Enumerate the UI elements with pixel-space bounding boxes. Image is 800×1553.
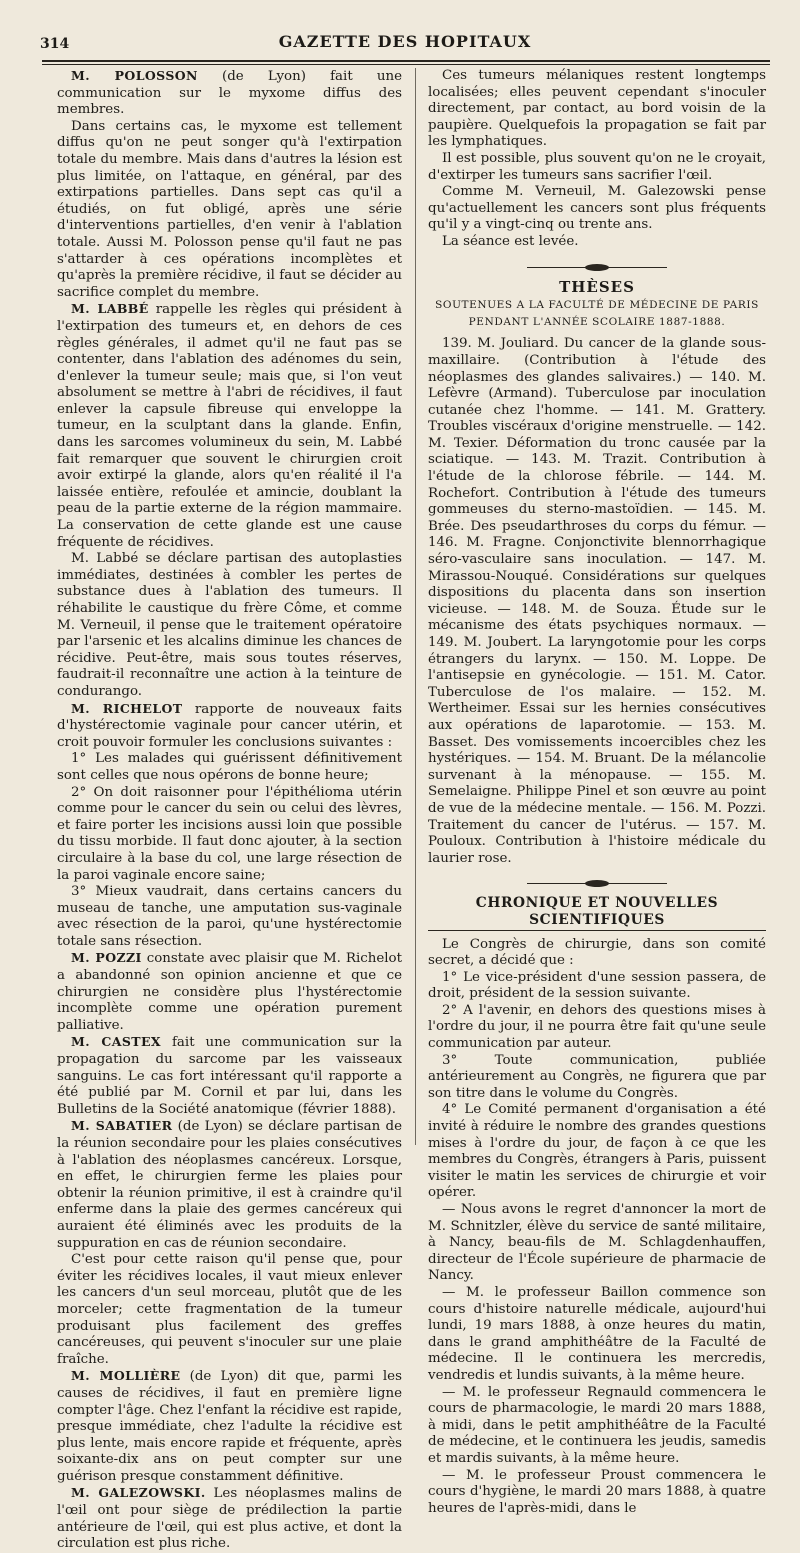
paragraph-text: 4° Le Comité permanent d'organisation a été invité à réduire le nombre des grandes questions mises à l'ordre du jour, de façon à ce que les membres du Congrès, étrangers à Paris, puissent visiter le matin les services de chirurgie et voir opérer. — [428, 1102, 766, 1201]
paragraph-text: fait une communication sur la propagation du sarcome par les vaisseaux sanguins. Le cas fort intéressant qu'il rapporte a été publié par M. Cornil et par lui, dans les Bulletins de la Société anatomique (février 1888). — [57, 1035, 402, 1117]
paragraph-text: (de Lyon) dit que, parmi les causes de récidives, il faut en première ligne compter l'âge. Chez l'enfant la récidive est rapide, presque immédiate, chez l'adulte la récidive est plus lente, mais encore rapide et fréquente, après soixante-dix ans on peut compter sur une guérison presque constamment définitive. — [57, 1369, 402, 1484]
paragraph-text: — Nous avons le regret d'annoncer la mort de M. Schnitzler, élève du service de santé militaire, à Nancy, beau-fils de M. Schlagdenhauffen, directeur de l'École supérieure de pharmacie de Nancy. — [428, 1202, 766, 1284]
left_column-paragraph — [57, 119, 402, 302]
speaker-name: M. LABBÉ — [71, 301, 149, 317]
paragraph-text: 1° Les malades qui guérissent définitivement sont celles que nous opérons de bonne heure; — [57, 751, 402, 783]
paragraph-text: 3° Toute communication, publiée antérieurement au Congrès, ne figurera que par son titre dans le volume du Congrès. — [428, 1052, 766, 1101]
left_column-paragraph — [57, 950, 402, 1034]
chronique-paragraph — [428, 1285, 766, 1385]
paragraph-text: Ces tumeurs mélaniques restent longtemps localisées; elles peuvent cependant s'inoculer directement, par contact, au bord voisin de la paupière. Quelquefois la propagation se fait par les lymphatiques. — [428, 68, 766, 150]
speaker-name: M. GALEZOWSKI. — [71, 1485, 206, 1501]
theses-subtitle: SOUTENUES A LA FACULTÉ DE MÉDECINE DE PARIS — [435, 299, 759, 312]
chronique-paragraph — [428, 1053, 766, 1103]
paragraph-text: 3° Mieux vaudrait, dans certains cancers du museau de tanche, une amputation sus-vaginale avec résection de la paroi, qu'une hystérectomie totale sans résection. — [57, 884, 402, 949]
speaker-name: M. MOLLIÈRE — [71, 1368, 181, 1384]
right_column_top-paragraph — [428, 68, 766, 151]
speaker-name: M. POLOSSON — [71, 68, 198, 83]
paragraph-text: Dans certains cas, le myxome est tellement diffus qu'on ne peut songer qu'à l'extirpation totale du membre. Mais dans d'autres la lésion est plus limitée, on l'attaque, en général, par des extirpations partielles. Dans sept cas qu'il a étudiés, on fut obligé, après une série d'interventions partielles, d'en venir à l'ablation totale. Aussi M. Polosson pense qu'il faut ne pas s'attarder à ces opérations incomplètes et qu'après la première récidive, il faut se décider au sacrifice complet du membre. — [57, 118, 402, 300]
paragraph-text: (de Lyon) fait une communication sur le myxome diffus des membres. — [57, 69, 402, 118]
speaker-name: M. POZZI — [71, 950, 142, 966]
right-column — [428, 68, 766, 1517]
chronique-title: CHRONIQUE ET NOUVELLES SCIENTIFIQUES — [428, 895, 766, 930]
theses-list: 139. M. Jouliard. Du cancer de la glande sous-maxillaire. (Contribution à l'étude des néoplasmes des glandes salivaires.) — 140. M. Lefèvre (Armand). Tuberculose par inoculation cutanée chez l'homme. — 141. M. Grattery. Troubles viscéraux d'origine menstruelle. — 142. M. Texier. Déformation du tronc causée par la sciatique. — 143. M. Trazit. Contribution à l'étude de la chlorose fébrile. — 144. M. Rochefort. Contribution à l'étude des tumeurs gommeuses du sterno-mastoïdien. — 145. M. Brée. Des pseudarthroses du corps du fémur. — 146. M. Fragne. Conjonctivite blennorrhagique séro-vasculaire sans inoculation. — 147. M. Mirassou-Nouqué. Considérations sur quelques dispositions du placenta dans son insertion vicieuse. — 148. M. de Souza. Étude sur le mécanisme des états psychiques normaux. — 149. M. Joubert. La laryngotomie pour les corps étrangers du larynx. — 150. M. Loppe. De l'antisepsie en gynécologie. — 151. M. Cator. Tuberculose de l'os malaire. — 152. M. Wertheimer. Essai sur les hernies consécutives aux opérations de laparotomie. — 153. M. Basset. Des vomissements incoercibles chez les hystériques. — 154. M. Bruant. De la mélancolie survenant à la ménopause. — 155. M. Semelaigne. Philippe Pinel et son œuvre au point de vue de la médecine mentale. — 156. M. Pozzi. Traitement du cancer de l'utérus. — 157. M. Pouloux. Contribution à l'histoire médicale du laurier rose. — [428, 336, 766, 866]
header-rule — [42, 60, 770, 65]
left_column-paragraph — [57, 751, 402, 784]
left_column-paragraph — [57, 1368, 402, 1485]
speaker-name: M. RICHELOT — [71, 700, 183, 716]
paragraph-text: Comme M. Verneuil, M. Galezowski pense qu'actuellement les cancers sont plus fréquents qu'il y a vingt-cinq ou trente ans. — [428, 184, 766, 233]
left_column-paragraph — [57, 301, 402, 551]
paragraph-text: Le Congrès de chirurgie, dans son comité secret, a décidé que : — [428, 936, 766, 969]
left_column-paragraph — [57, 1485, 402, 1552]
paragraph-text: constate avec plaisir que M. Richelot a abandonné son opinion ancienne et que ce chirurgien ne considère plus l'hystérectomie incomplète comme une opération purement palliative. — [57, 951, 402, 1033]
left-column — [57, 68, 402, 1553]
theses-subtitle-year: PENDANT L'ANNÉE SCOLAIRE 1887-1888. — [468, 315, 726, 328]
left_column-paragraph — [57, 785, 402, 885]
page-header — [40, 22, 770, 52]
right_column_top-paragraph — [428, 151, 766, 184]
chronique-paragraph — [428, 1102, 766, 1202]
left_column-paragraph — [57, 1252, 402, 1368]
paragraph-text: Les néoplasmes malins de l'œil ont pour siège de prédilection la partie antérieure de l'œil, qui est plus active, et dont la circulation est plus riche. — [57, 1486, 402, 1552]
chronique-paragraph — [428, 1385, 766, 1468]
paragraph-text: rapporte de nouveaux faits d'hystérectomie vaginale pour cancer utérin, et croit pouvoir formuler les conclusions suivantes : — [57, 701, 402, 750]
paragraph-text: — M. le professeur Baillon commence son cours d'histoire naturelle médicale, aujourd'hui lundi, 19 mars 1888, à onze heures du matin, dans le grand amphithéâtre de la Faculté de médecine. Il le continuera les mercredis, vendredis et lundis suivants, à la même heure. — [428, 1284, 766, 1383]
chronique-body — [428, 937, 766, 1518]
left_column-paragraph — [57, 884, 402, 950]
paragraph-text: (de Lyon) se déclare partisan de la réunion secondaire pour les plaies consécutives à l'ablation des néoplasmes cancéreux. Lorsque, en effet, le chirurgien ferme les plaies pour obtenir la réunion primitive, il est à craindre qu'il enferme dans la plaie des germes cancéreux qui auraient été éliminés avec les produits de la suppuration en cas de réunion secondaire. — [57, 1119, 402, 1251]
paragraph-text: C'est pour cette raison qu'il pense que, pour éviter les récidives locales, il vaut mieux enlever les cancers d'un seul morceau, plutôt que de les morceler; cette fragmentation de la tumeur produisant plus facilement des greffes cancéreuses, qui peuvent s'inoculer sur une plaie fraîche. — [57, 1252, 402, 1367]
speaker-name: M. CASTEX — [71, 1034, 162, 1050]
chronique-paragraph — [428, 937, 766, 970]
chronique-paragraph — [428, 1468, 766, 1518]
right_column_top-paragraph — [428, 234, 766, 251]
paragraph-text: — M. le professeur Regnauld commencera le cours de pharmacologie, le mardi 20 mars 1888, à midi, dans le petit amphithéâtre de la Faculté de médecine, et le continuera les jeudis, samedis et mardis suivants, à la même heure. — [428, 1384, 766, 1466]
section-separator — [527, 263, 667, 273]
chronique-paragraph — [428, 1202, 766, 1285]
left_column-paragraph — [57, 1034, 402, 1118]
paragraph-text: 2° On doit raisonner pour l'épithélioma utérin comme pour le cancer du sein ou celui des lèvres, et faire porter les incisions aussi loin que possible du tissu morbide. Il faut donc ajouter, à la section circulaire à la base du col, une large résection de la paroi vaginale encore saine; — [57, 784, 402, 883]
seance-conclusion — [428, 68, 766, 251]
speaker-name: M. SABATIER — [71, 1118, 173, 1134]
chronique-paragraph — [428, 970, 766, 1003]
paragraph-text: — M. le professeur Proust commencera le cours d'hygiène, le mardi 20 mars 1888, à quatre heures de l'après-midi, dans le — [428, 1467, 766, 1516]
paragraph-text: rappelle les règles qui président à l'extirpation des tumeurs et, en dehors de ces règles générales, il admet qu'il ne faut pas se contenter, dans l'ablation des adénomes du sein, d'enlever la tumeur seule; mais que, si l'on veut absolument se mettre à l'abri de récidives, il faut enlever la capsule fibreuse qui enveloppe la tumeur, en la sculptant dans la glande. Enfin, dans les sarcomes volumineux du sein, M. Labbé fait remarquer que souvent le chirurgien croit avoir extirpé la glande, alors qu'en réalité il l'a laissée entière, refoulée et amincie, doublant la peau de la partie externe de la région mammaire. La conservation de cette glande est une cause fréquente de récidives. — [57, 302, 402, 550]
journal-title: GAZETTE DES HOPITAUX — [278, 32, 532, 51]
chronique-paragraph — [428, 1003, 766, 1053]
left_column-paragraph — [57, 701, 402, 752]
paragraph-text: Il est possible, plus souvent qu'on ne le croyait, d'extirper les tumeurs sans sacrifier l'œil. — [428, 150, 766, 183]
column-divider — [415, 68, 416, 1145]
section-separator-2 — [527, 879, 667, 889]
left_column-paragraph — [57, 1118, 402, 1252]
right_column_top-paragraph — [428, 184, 766, 234]
page-number: 314 — [40, 36, 70, 52]
left_column-paragraph — [57, 68, 402, 119]
paragraph-text: 2° A l'avenir, en dehors des questions mises à l'ordre du jour, il ne pourra être fait qu'une seule communication par auteur. — [428, 1002, 766, 1052]
theses-title: THÈSES — [559, 277, 635, 296]
paragraph-text: M. Labbé se déclare partisan des autoplasties immédiates, destinées à combler les pertes de substance dues à l'ablation des tumeurs. Il réhabilite le caustique du frère Côme, et comme M. Verneuil, il pense que le traitement opératoire par l'arsenic et les alcalins diminue les chances de récidive. Peut-être, mais sous toutes réserves, faudrait-il reconnaître une action à la teinture de condurango. — [57, 551, 402, 699]
paragraph-text: La séance est levée. — [442, 233, 579, 249]
left_column-paragraph — [57, 551, 402, 700]
paragraph-text: 1° Le vice-président d'une session passera, de droit, président de la session suivante. — [428, 969, 766, 1002]
